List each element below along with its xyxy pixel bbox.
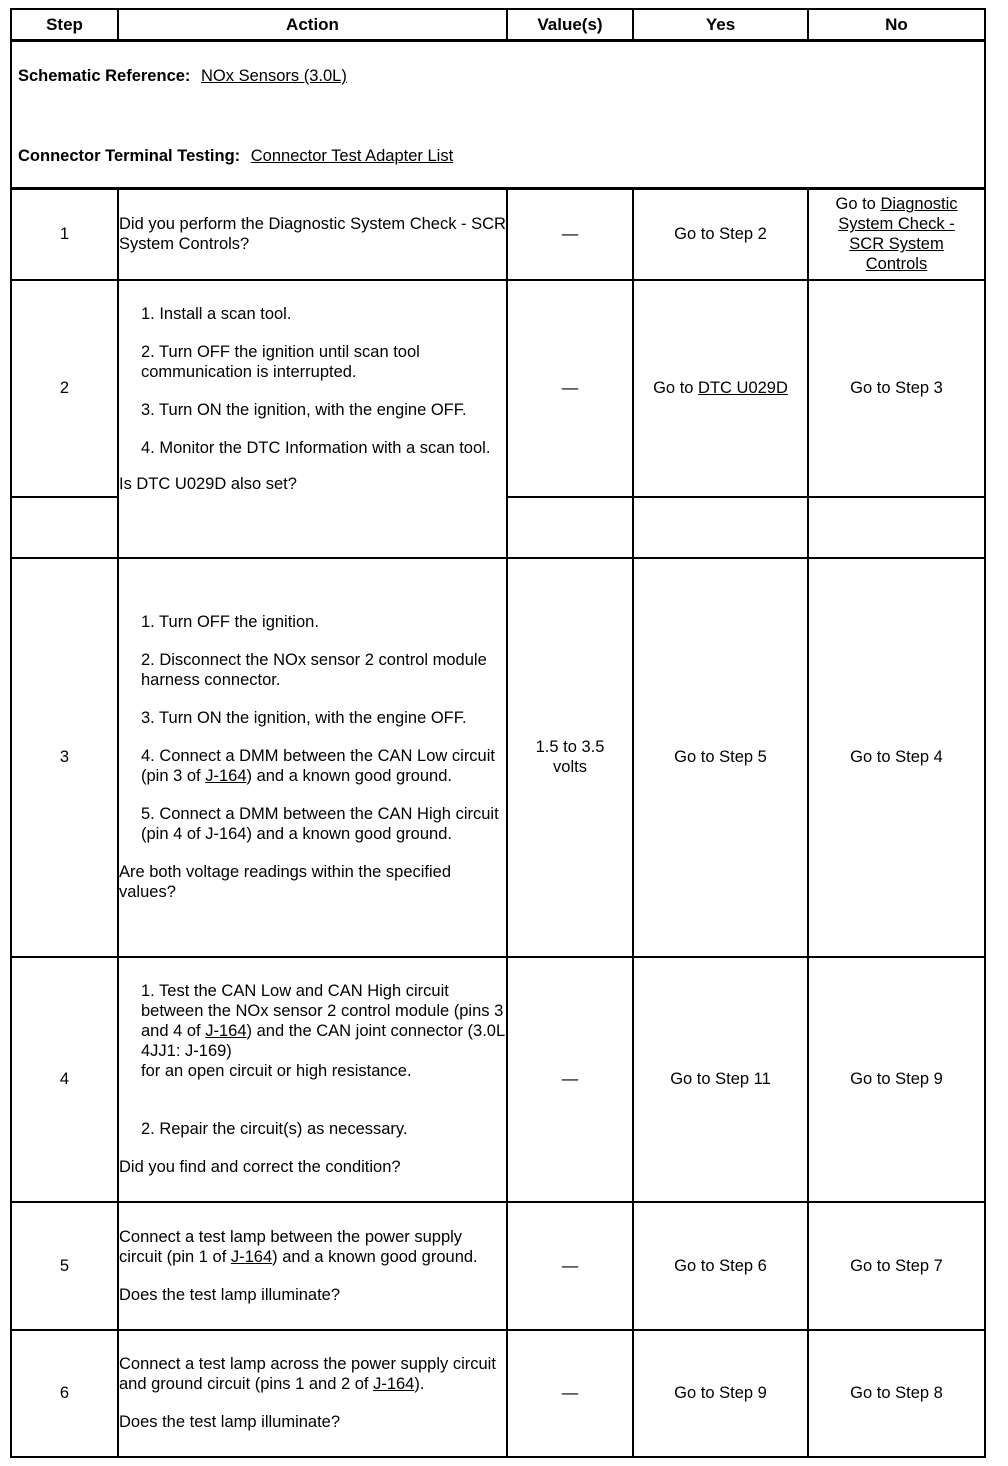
schematic-reference [18, 66, 978, 86]
step-row-2 [11, 280, 985, 497]
j164-link[interactable]: J-164 [230, 1247, 273, 1266]
empty-cell [808, 497, 985, 558]
no-cell: Go to Step 9 [808, 957, 985, 1202]
header-values: Value(s) [507, 9, 633, 41]
item-text: ) and the CAN joint connector (3.0L 4JJ1: J-169) [141, 1022, 505, 1060]
action-question: Are both voltage readings within the specified values? [119, 863, 452, 901]
action-cell [118, 1330, 507, 1457]
action-text-part: Connect a test lamp between the power supply circuit (pin 1 of [119, 1227, 463, 1266]
action-text-part: Connect a test lamp across the power supply circuit and ground circuit (pins 1 and 2 of [119, 1355, 496, 1393]
action-text-part: ). [414, 1375, 425, 1393]
yes-cell: Go to Step 9 [633, 1330, 808, 1457]
value-cell: 1.5 to 3.5 volts [507, 558, 633, 957]
list-item: 2. Disconnect the NOx sensor 2 control module harness connector. [141, 651, 487, 689]
header-action: Action [118, 9, 507, 41]
action-list [119, 981, 506, 1139]
list-item: 2. Repair the circuit(s) as necessary. [141, 1120, 408, 1138]
value-cell: — [507, 189, 633, 280]
action-question: Does the test lamp illuminate? [119, 1285, 341, 1304]
action-cell [118, 558, 507, 957]
value-cell: — [507, 1330, 633, 1457]
value-cell: — [507, 957, 633, 1202]
empty-cell [11, 497, 118, 558]
step-row-4 [11, 957, 985, 1202]
connector-label: Connector Terminal Testing: [18, 147, 241, 165]
diagnostic-table [10, 8, 986, 1458]
list-item [141, 746, 506, 786]
list-item: 1. Install a scan tool. [141, 304, 292, 323]
action-text [119, 1354, 506, 1394]
action-question: Does the test lamp illuminate? [119, 1413, 341, 1431]
no-cell: Go to Step 4 [808, 558, 985, 957]
list-item: 4. Monitor the DTC Information with a scan tool. [141, 438, 491, 457]
j164-link[interactable]: J-164 [373, 1375, 415, 1393]
header-yes: Yes [633, 9, 808, 41]
value-cell: — [507, 1202, 633, 1330]
yes-cell: Go to Step 2 [633, 189, 808, 280]
step-number: 6 [11, 1330, 118, 1457]
action-cell [118, 189, 507, 280]
step-row-6 [11, 1330, 985, 1457]
no-cell [808, 189, 985, 280]
no-cell: Go to Step 3 [808, 280, 985, 497]
list-item [141, 981, 506, 1081]
header-step: Step [11, 9, 118, 41]
list-item: 2. Turn OFF the ignition until scan tool communication is interrupted. [141, 342, 420, 381]
action-cell [118, 957, 507, 1202]
step-number: 4 [11, 957, 118, 1202]
step-row-5 [11, 1202, 985, 1330]
action-text-part: ) and a known good ground. [272, 1247, 478, 1266]
action-list [119, 612, 506, 844]
action-list [119, 304, 506, 458]
connector-link[interactable]: Connector Test Adapter List [250, 147, 454, 165]
yes-cell: Go to Step 5 [633, 558, 808, 957]
schematic-label: Schematic Reference: [18, 67, 191, 85]
item-text: for an open circuit or high resistance. [141, 1062, 412, 1080]
action-text [119, 1227, 506, 1267]
item-text: 4. Connect a DMM between the CAN Low circuit (pin 3 of [141, 747, 495, 785]
yes-link[interactable]: DTC U029D [698, 379, 788, 397]
item-text: ) and a known good ground. [246, 767, 452, 785]
yes-cell: Go to Step 11 [633, 957, 808, 1202]
step-row-3 [11, 558, 985, 957]
j164-link[interactable]: J-164 [205, 767, 247, 785]
action-question: Is DTC U029D also set? [119, 474, 297, 493]
list-item: 1. Turn OFF the ignition. [141, 613, 319, 631]
yes-prefix: Go to [653, 379, 699, 397]
list-item: 5. Connect a DMM between the CAN High circuit (pin 4 of J-164) and a known good ground. [141, 805, 499, 843]
schematic-link[interactable]: NOx Sensors (3.0L) [201, 67, 347, 85]
step-row-1 [11, 189, 985, 280]
action-question: Did you find and correct the condition? [119, 1158, 401, 1176]
j164-link[interactable]: J-164 [205, 1022, 247, 1040]
empty-cell [507, 497, 633, 558]
action-cell [118, 280, 507, 558]
no-cell: Go to Step 7 [808, 1202, 985, 1330]
no-cell: Go to Step 8 [808, 1330, 985, 1457]
yes-cell [633, 280, 808, 497]
header-no: No [808, 9, 985, 41]
reference-row [11, 41, 985, 189]
step-number: 3 [11, 558, 118, 957]
no-link[interactable]: Diagnostic System Check - SCR System Controls [838, 195, 958, 274]
value-cell: — [507, 280, 633, 497]
connector-reference [18, 146, 978, 166]
item-text: 1. Test the CAN Low and CAN High circuit between the NOx sensor 2 control module (pins 3 and 4 of [141, 982, 504, 1040]
list-item: 3. Turn ON the ignition, with the engine OFF. [141, 709, 467, 727]
empty-cell [633, 497, 808, 558]
list-item: 3. Turn ON the ignition, with the engine OFF. [141, 400, 467, 419]
step-number: 2 [11, 280, 118, 497]
reference-cell [11, 41, 985, 189]
step-number: 5 [11, 1202, 118, 1330]
header-row [11, 9, 985, 41]
action-text: Did you perform the Diagnostic System Check - SCR System Controls? [119, 215, 506, 254]
no-prefix: Go to [835, 195, 881, 214]
action-cell [118, 1202, 507, 1330]
step-number: 1 [11, 189, 118, 280]
yes-cell: Go to Step 6 [633, 1202, 808, 1330]
